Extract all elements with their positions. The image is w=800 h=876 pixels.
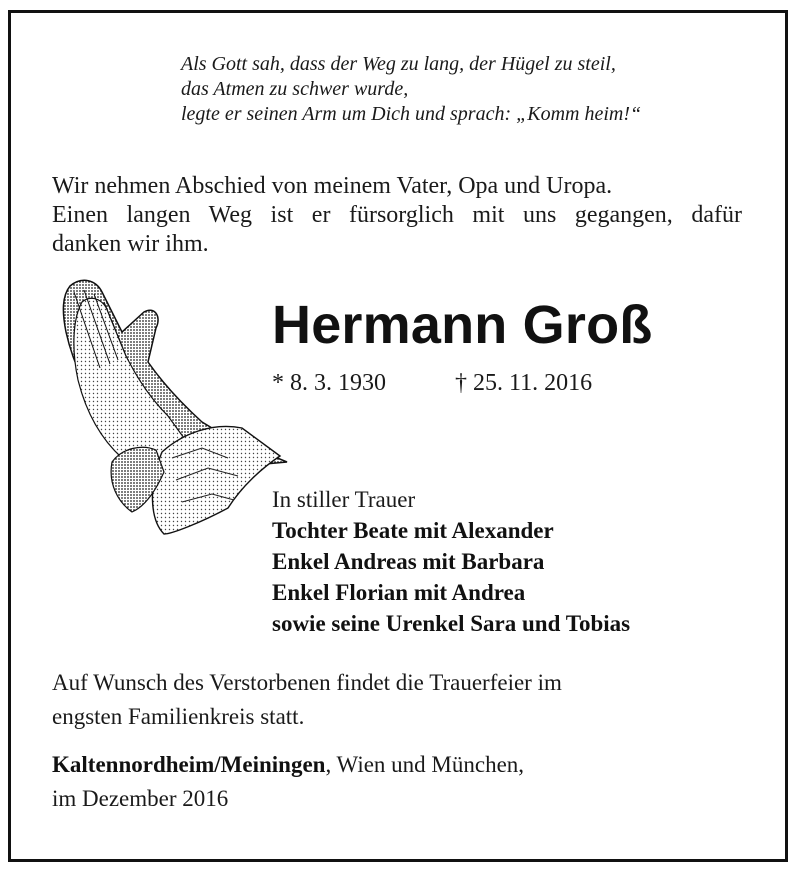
mourner-entry: Enkel Florian mit Andrea	[272, 580, 526, 605]
praying-hands-icon	[52, 272, 292, 550]
place-cities-rest: , Wien und München,	[325, 752, 525, 777]
mourners-block	[272, 484, 630, 639]
funeral-note-line: Auf Wunsch des Verstorbenen findet die Trauerfeier im	[52, 670, 562, 695]
mourner-entry: Tochter Beate mit Alexander	[272, 518, 554, 543]
deceased-name: Hermann Groß	[272, 295, 653, 355]
place-line	[52, 748, 524, 782]
mourners-heading: In stiller Trauer	[272, 487, 416, 512]
quote-line: legte er seinen Arm um Dich und sprach: „Komm heim!“	[181, 103, 642, 125]
farewell-line: Einen langen Weg ist er fürsorglich mit uns gegangen, dafür	[52, 202, 742, 228]
death-date: † 25. 11. 2016	[455, 370, 593, 396]
funeral-note-line: engsten Familienkreis statt.	[52, 704, 305, 729]
place-cities-bold: Kaltennordheim/Meiningen	[52, 752, 326, 777]
notice-date: im Dezember 2016	[52, 786, 229, 811]
farewell-text	[52, 172, 742, 259]
quote-line: Als Gott sah, dass der Weg zu lang, der Hügel zu steil,	[181, 53, 616, 75]
quote-line: das Atmen zu schwer wurde,	[181, 78, 409, 100]
birth-date: * 8. 3. 1930	[272, 370, 386, 396]
farewell-line: Wir nehmen Abschied von meinem Vater, Opa und Uropa.	[52, 173, 613, 199]
memorial-quote	[181, 52, 641, 127]
place-and-date	[52, 748, 524, 816]
mourner-entry: Enkel Andreas mit Barbara	[272, 549, 545, 574]
funeral-note	[52, 666, 562, 734]
farewell-line: danken wir ihm.	[52, 231, 209, 257]
mourner-entry: sowie seine Urenkel Sara und Tobias	[272, 611, 631, 636]
